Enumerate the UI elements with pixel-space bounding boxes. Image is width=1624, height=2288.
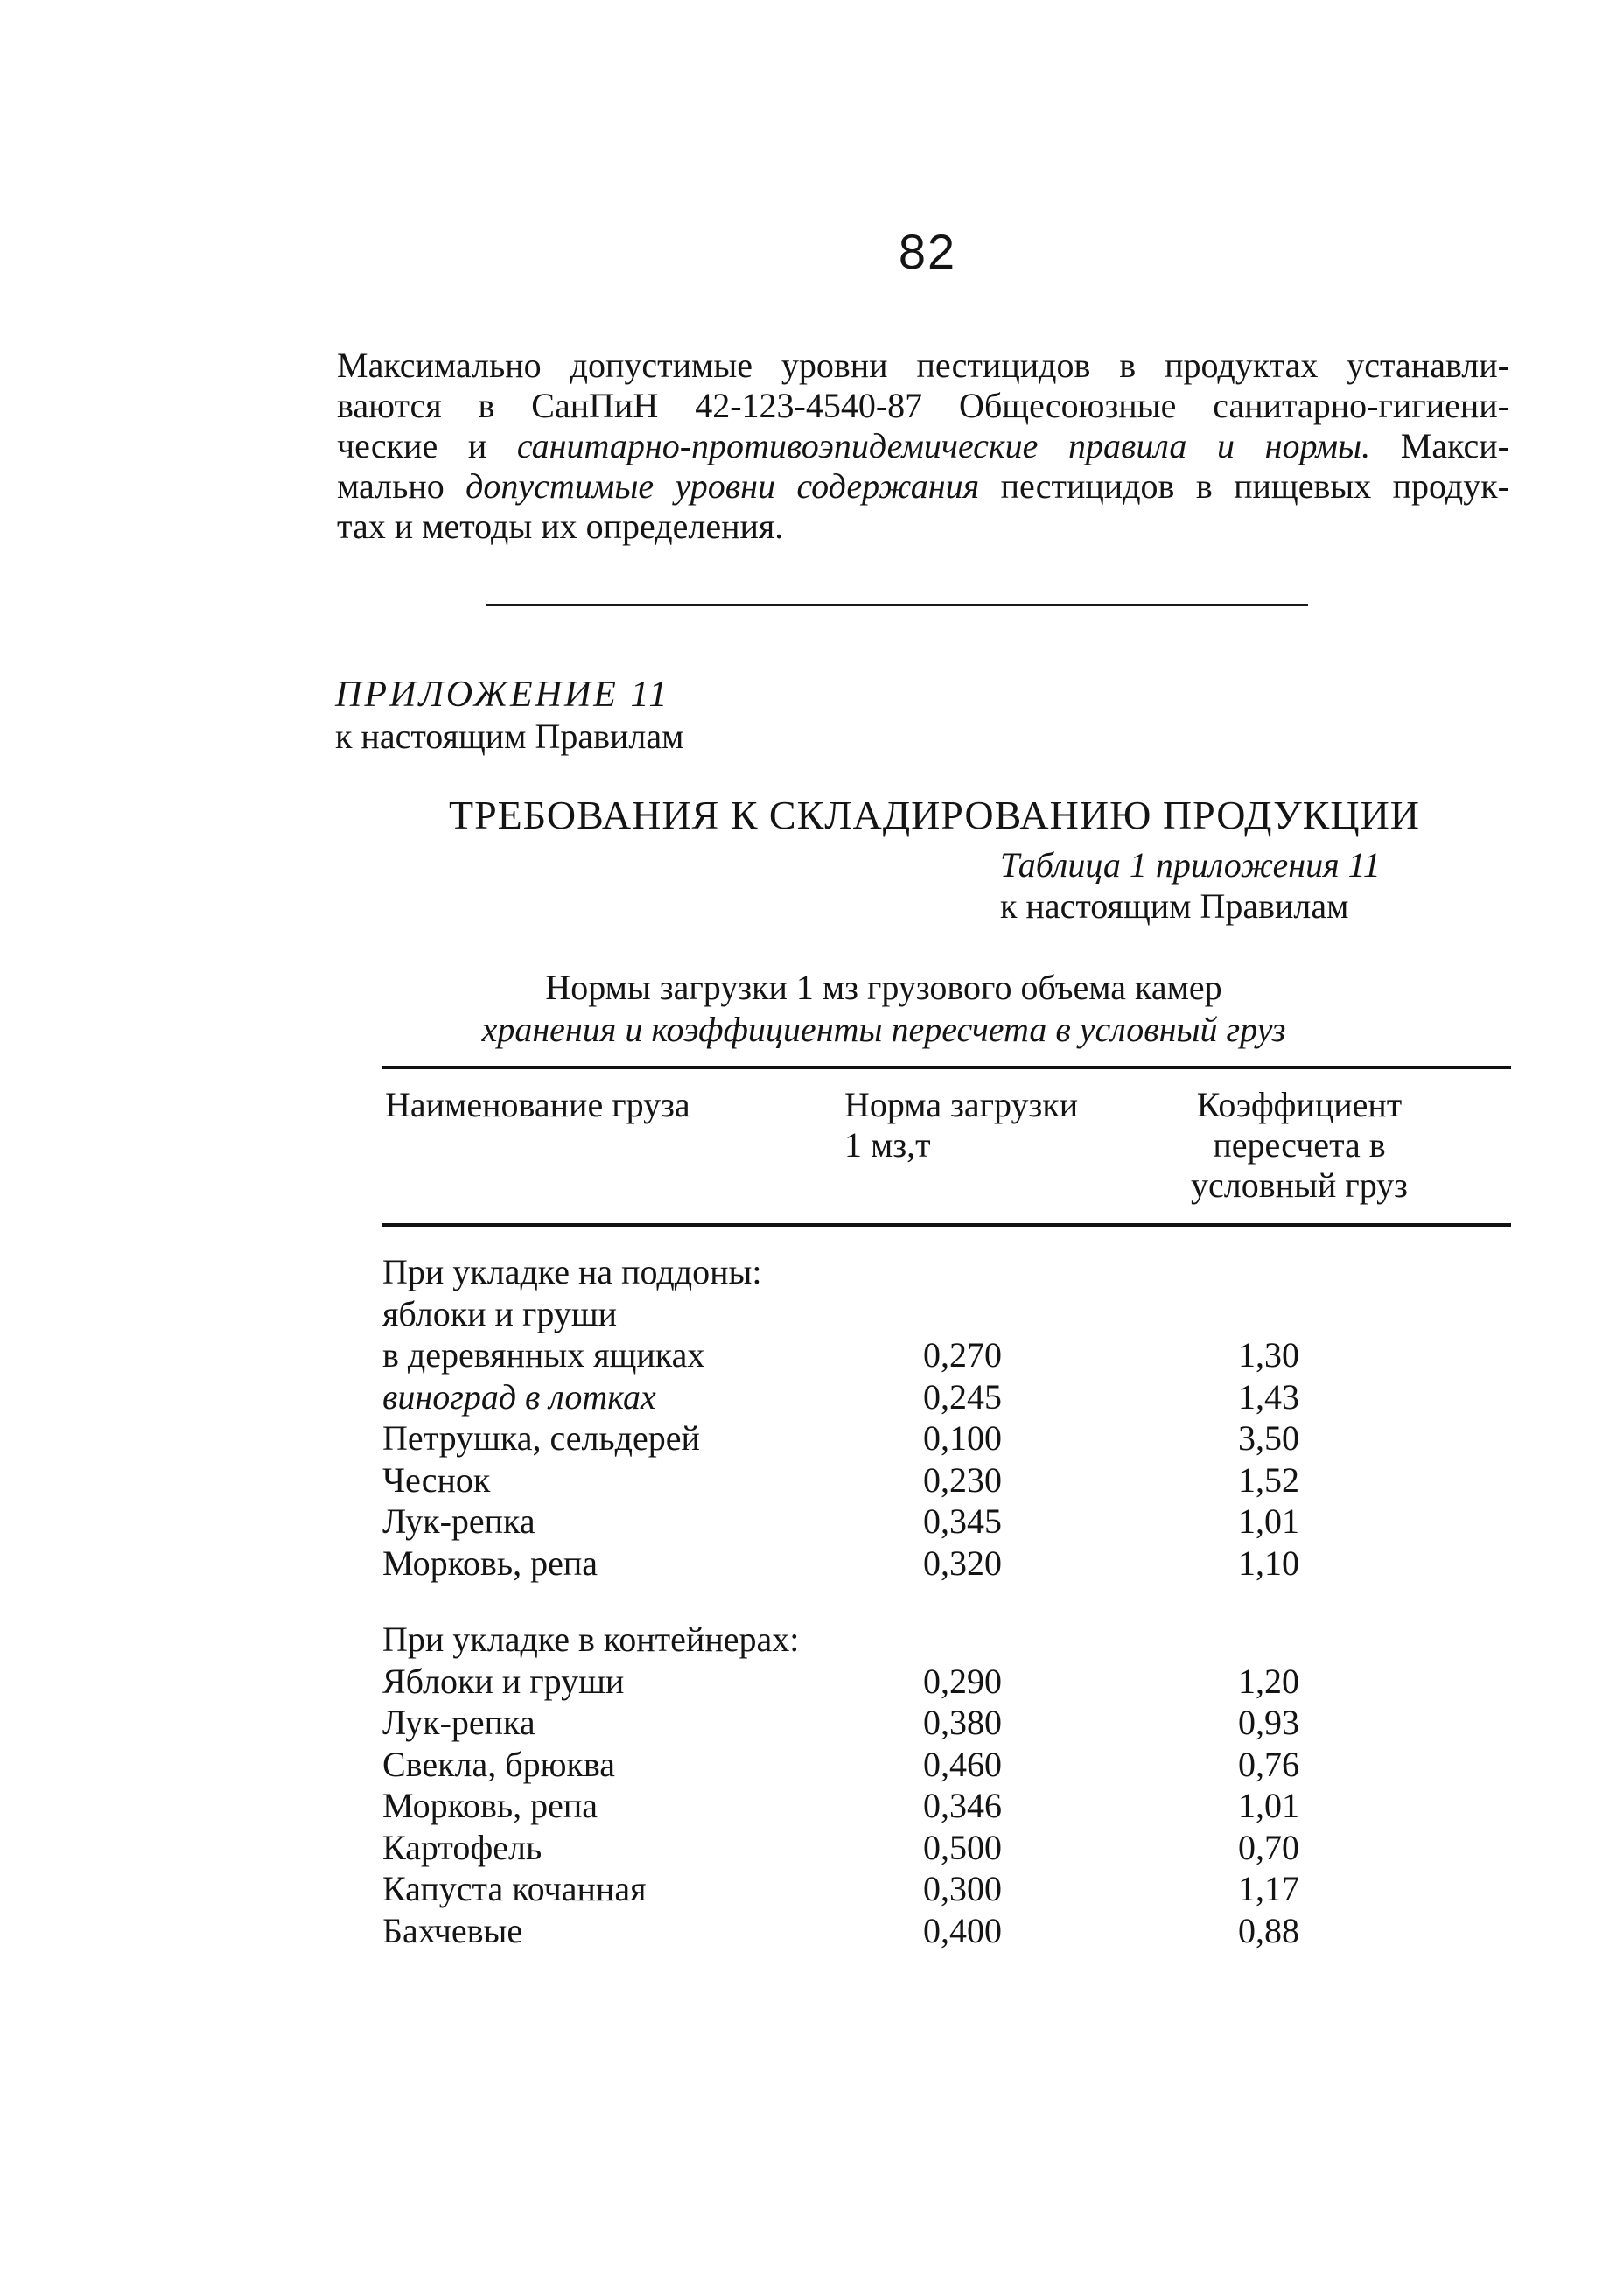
cell-name: Лук-репка bbox=[382, 1703, 536, 1742]
cell-coefficient: 0,88 bbox=[1238, 1911, 1299, 1950]
intro-text: Макси- bbox=[1370, 426, 1509, 465]
intro-text: пестицидов в пищевых продук- bbox=[979, 466, 1509, 506]
cell-coefficient: 1,52 bbox=[1238, 1460, 1299, 1500]
cell-coefficient: 3,50 bbox=[1238, 1418, 1299, 1458]
intro-italic-text: допустимые уровни содержания bbox=[466, 466, 980, 506]
cell-name: Чеснок bbox=[382, 1460, 491, 1500]
intro-line: Максимально допустимые уровни пестицидов в продуктах устанавли- bbox=[337, 346, 1509, 385]
cell-coefficient: 0,76 bbox=[1238, 1745, 1299, 1784]
cell-coefficient: 1,01 bbox=[1238, 1501, 1299, 1541]
column-header-name: Наименование груза bbox=[385, 1085, 690, 1124]
table-caption bbox=[376, 967, 1391, 1051]
cell-name: Яблоки и груши bbox=[382, 1662, 625, 1701]
table-top-rule bbox=[382, 1066, 1511, 1069]
cell-norm: 0,345 bbox=[923, 1501, 1002, 1541]
header-line: 1 мз,т bbox=[844, 1125, 931, 1165]
header-line: условный груз bbox=[1191, 1165, 1408, 1205]
cell-name: Морковь, репа bbox=[382, 1786, 598, 1825]
page-number: 82 bbox=[898, 224, 957, 279]
cell-name: Петрушка, сельдерей bbox=[382, 1418, 700, 1458]
column-header-coefficient bbox=[1172, 1085, 1426, 1206]
cell-name: Свекла, брюква bbox=[382, 1745, 616, 1784]
cell-coefficient: 0,93 bbox=[1238, 1703, 1299, 1742]
cell-coefficient: 1,30 bbox=[1238, 1335, 1299, 1375]
cell-name: яблоки и груши bbox=[382, 1294, 618, 1333]
cell-name: Капуста кочанная bbox=[382, 1869, 647, 1908]
cell-norm: 0,320 bbox=[923, 1543, 1002, 1583]
cell-norm: 0,270 bbox=[923, 1335, 1002, 1375]
intro-text: ческие и bbox=[337, 426, 517, 465]
caption-line: хранения и коэффициенты пересчета в условный груз bbox=[481, 1010, 1286, 1049]
cell-norm: 0,230 bbox=[923, 1460, 1002, 1500]
cell-name: Картофель bbox=[382, 1828, 542, 1867]
header-line: Коэффициент bbox=[1196, 1085, 1403, 1124]
cell-norm: 0,290 bbox=[923, 1662, 1002, 1701]
cell-norm: 0,300 bbox=[923, 1869, 1002, 1908]
cell-norm: 0,380 bbox=[923, 1703, 1002, 1742]
intro-text: мально bbox=[337, 466, 466, 506]
cell-name: виноград в лотках bbox=[382, 1377, 656, 1417]
cell-name: При укладке в контейнерах: bbox=[382, 1620, 800, 1659]
intro-line bbox=[337, 426, 1509, 466]
intro-line: ваются в СанПиН 42-123-4540-87 Общесоюзные санитарно-гигиени- bbox=[337, 386, 1509, 425]
cell-name: При укладке на поддоны: bbox=[382, 1252, 762, 1291]
cell-norm: 0,100 bbox=[923, 1418, 1002, 1458]
cell-name: Морковь, репа bbox=[382, 1543, 598, 1583]
cell-name: Лук-репка bbox=[382, 1501, 536, 1541]
intro-line: тах и методы их определения. bbox=[337, 507, 784, 546]
cell-coefficient: 0,70 bbox=[1238, 1828, 1299, 1867]
cell-coefficient: 1,43 bbox=[1238, 1377, 1299, 1417]
column-header-norm bbox=[844, 1085, 1078, 1165]
table-reference-subtitle: к настоящим Правилам bbox=[1000, 886, 1349, 926]
cell-norm: 0,500 bbox=[923, 1828, 1002, 1867]
appendix-subtitle: к настоящим Правилам bbox=[335, 717, 684, 756]
cell-name: в деревянных ящиках bbox=[382, 1335, 705, 1375]
cell-name: Бахчевые bbox=[382, 1911, 523, 1950]
table-header-rule bbox=[382, 1223, 1511, 1227]
cell-coefficient: 1,01 bbox=[1238, 1786, 1299, 1825]
cell-coefficient: 1,10 bbox=[1238, 1543, 1299, 1583]
cell-norm: 0,346 bbox=[923, 1786, 1002, 1825]
intro-italic-text: санитарно-противоэпидемические правила и нормы. bbox=[516, 426, 1371, 465]
table-reference: Таблица 1 приложения 11 bbox=[1000, 845, 1381, 885]
header-line: Норма загрузки bbox=[844, 1085, 1079, 1124]
cell-norm: 0,460 bbox=[923, 1745, 1002, 1784]
appendix-title: ПРИЛОЖЕНИЕ 11 bbox=[335, 675, 670, 715]
section-title: ТРЕБОВАНИЯ К СКЛАДИРОВАНИЮ ПРОДУКЦИИ bbox=[449, 793, 1421, 837]
cell-coefficient: 1,20 bbox=[1238, 1662, 1299, 1701]
cell-norm: 0,400 bbox=[923, 1911, 1002, 1950]
cell-coefficient: 1,17 bbox=[1238, 1869, 1299, 1908]
intro-line bbox=[337, 466, 1509, 507]
caption-line: Нормы загрузки 1 мз грузового объема камер bbox=[545, 968, 1222, 1007]
intro-paragraph bbox=[337, 346, 1509, 547]
section-divider bbox=[486, 604, 1308, 606]
header-line: пересчета в bbox=[1213, 1125, 1386, 1165]
cell-norm: 0,245 bbox=[923, 1377, 1002, 1417]
